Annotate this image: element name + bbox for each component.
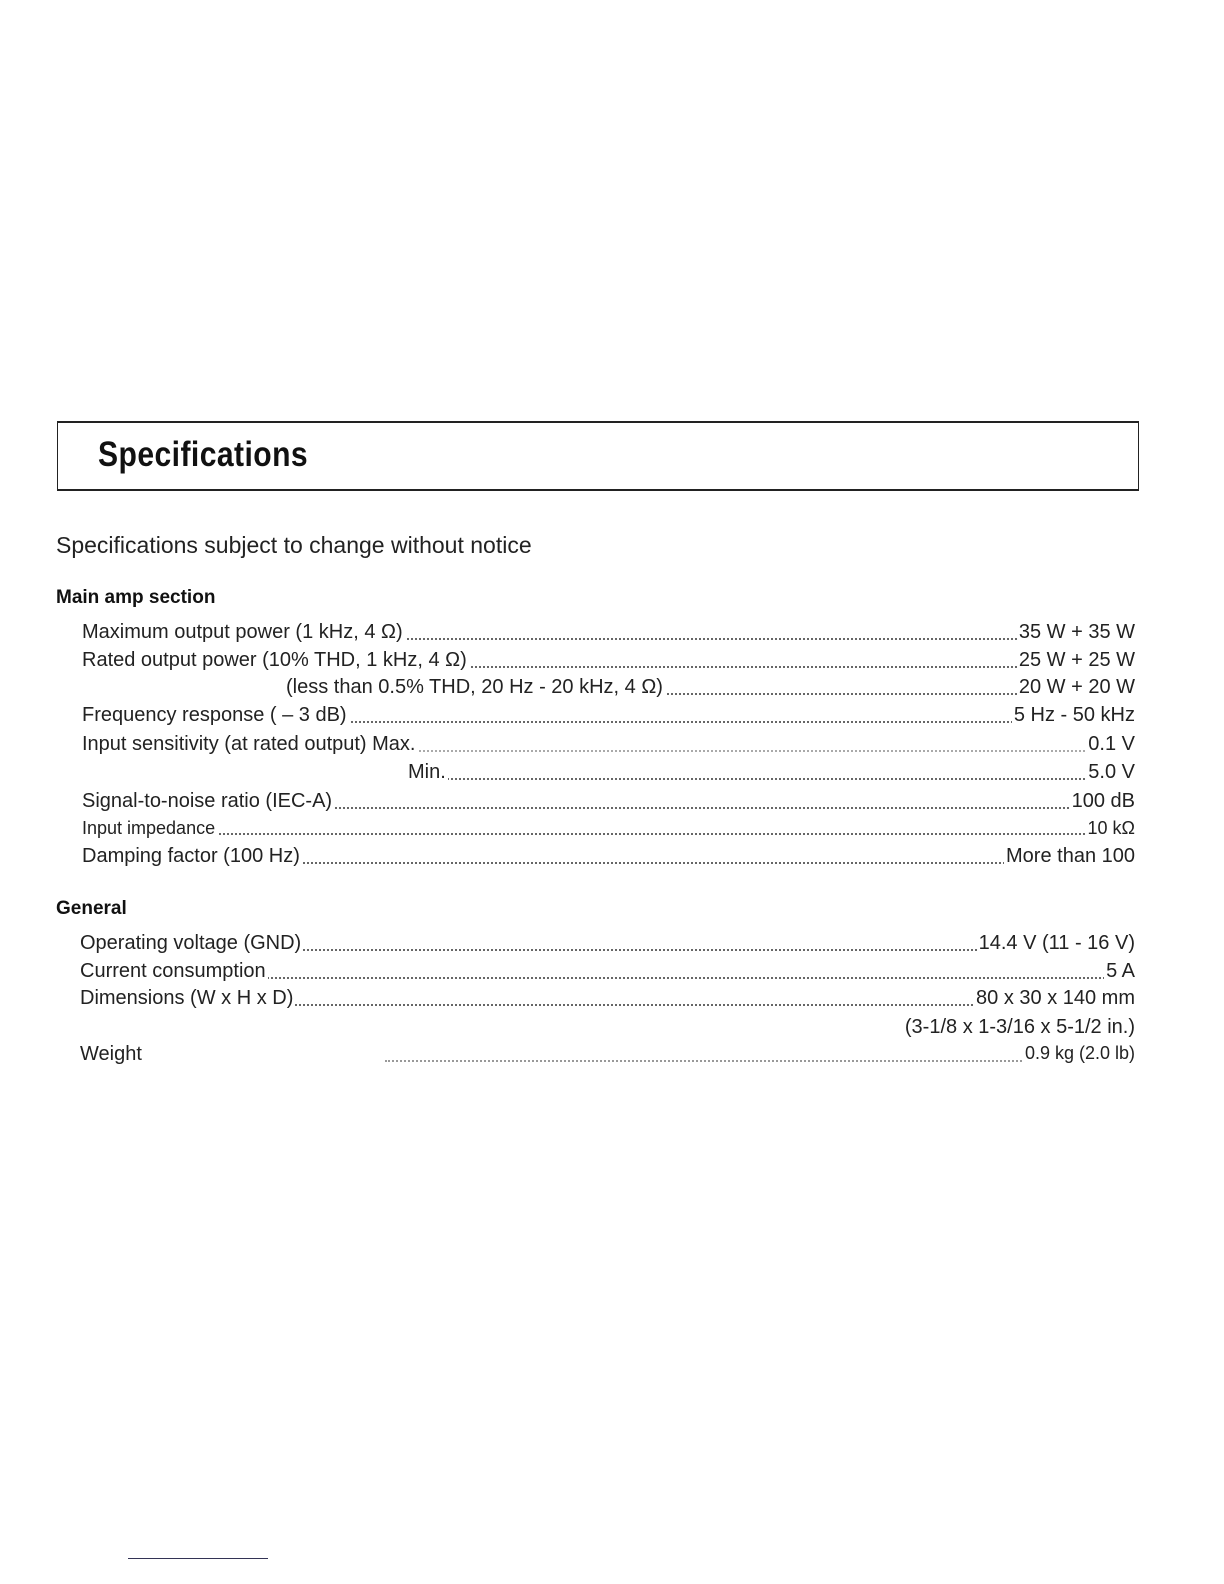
- spec-value: 5 A: [1106, 960, 1135, 982]
- spec-row-rated-output-thd: [0, 676, 1224, 702]
- spec-value: 100 dB: [1071, 790, 1135, 812]
- spec-row-current-consumption: [0, 960, 1224, 986]
- spec-label: Min.: [408, 761, 446, 783]
- spec-value: 5.0 V: [1088, 761, 1135, 783]
- spec-label: Dimensions (W x H x D): [80, 987, 294, 1009]
- spec-row-dimensions-inches: [0, 1016, 1224, 1042]
- spec-value: 25 W + 25 W: [1018, 649, 1135, 671]
- spec-label: Input impedance: [82, 818, 216, 838]
- spec-row-weight: [0, 1043, 1224, 1069]
- spec-value: 35 W + 35 W: [1018, 621, 1135, 643]
- section-heading-general: General: [56, 898, 127, 919]
- spec-value: (3-1/8 x 1-3/16 x 5-1/2 in.): [904, 1016, 1135, 1038]
- dot-leader: [385, 1060, 1129, 1062]
- spec-label: Rated output power (10% THD, 1 kHz, 4 Ω): [82, 649, 467, 671]
- spec-row-dimensions: [0, 987, 1224, 1013]
- spec-value: 0.9 kg (2.0 lb): [1024, 1043, 1135, 1063]
- spec-value: 14.4 V (11 - 16 V): [978, 932, 1135, 954]
- footer-rule: [128, 1558, 268, 1559]
- spec-row-operating-voltage: [0, 932, 1224, 958]
- spec-label: Current consumption: [80, 960, 266, 982]
- page-title: Specifications: [98, 435, 309, 474]
- subtitle-notice: Specifications subject to change without notice: [56, 532, 532, 558]
- spec-row-frequency-response: [0, 704, 1224, 730]
- spec-label: Operating voltage (GND): [80, 932, 302, 954]
- spec-label: Input sensitivity (at rated output) Max.: [82, 733, 416, 755]
- spec-row-input-impedance: [0, 818, 1224, 844]
- spec-row-max-output: [0, 621, 1224, 647]
- dot-leader: [408, 778, 1129, 780]
- spec-value: More than 100: [1006, 845, 1135, 867]
- spec-label: Signal-to-noise ratio (IEC-A): [82, 790, 333, 812]
- spec-row-input-sensitivity-min: [0, 761, 1224, 787]
- spec-row-damping-factor: [0, 845, 1224, 871]
- spec-label: Maximum output power (1 kHz, 4 Ω): [82, 621, 403, 643]
- spec-row-input-sensitivity-max: [0, 733, 1224, 759]
- section-heading-main-amp: Main amp section: [56, 587, 216, 608]
- spec-label: (less than 0.5% THD, 20 Hz - 20 kHz, 4 Ω): [286, 676, 663, 698]
- spec-value: 20 W + 20 W: [1018, 676, 1135, 698]
- spec-value: 10 kΩ: [1087, 818, 1135, 838]
- dot-leader: [82, 833, 1129, 835]
- spec-value: 80 x 30 x 140 mm: [976, 987, 1135, 1009]
- spec-value: 5 Hz - 50 kHz: [1013, 704, 1135, 726]
- spec-label: Weight: [80, 1043, 142, 1065]
- spec-label: Damping factor (100 Hz): [82, 845, 300, 867]
- specifications-header-box: [57, 421, 1139, 491]
- spec-row-rated-output: [0, 649, 1224, 675]
- spec-row-signal-to-noise: [0, 790, 1224, 816]
- spec-value: 0.1 V: [1088, 733, 1135, 755]
- spec-label: Frequency response ( – 3 dB): [82, 704, 347, 726]
